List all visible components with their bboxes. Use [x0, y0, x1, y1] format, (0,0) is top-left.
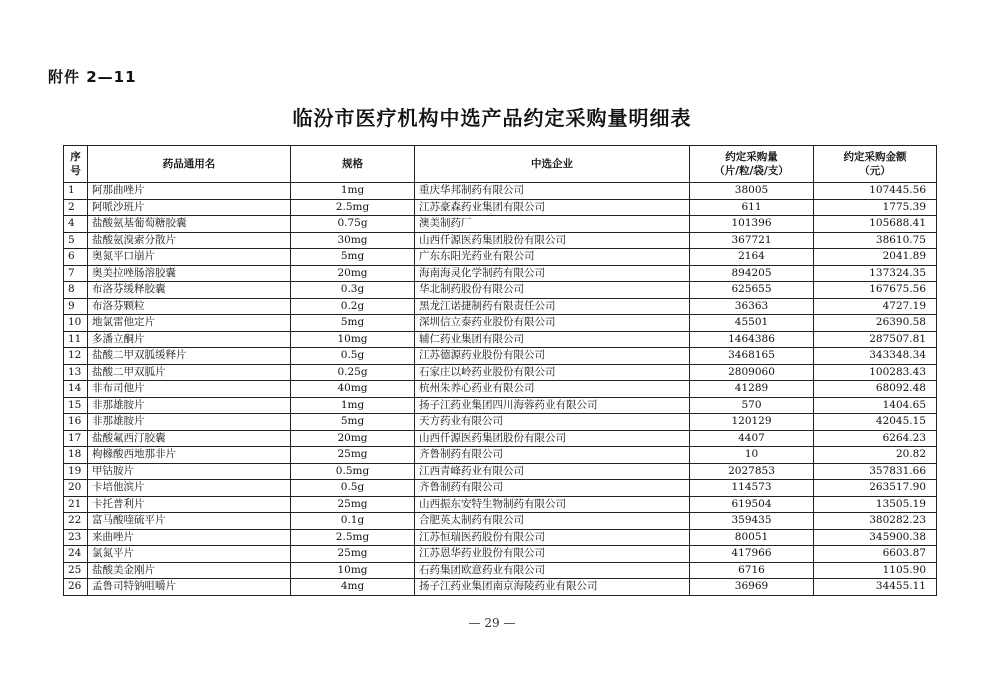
cell-amount: 263517.90	[814, 480, 937, 497]
cell-seq: 22	[64, 513, 88, 530]
header-spec: 规格	[291, 146, 415, 183]
table-row	[64, 315, 937, 332]
cell-seq: 19	[64, 463, 88, 480]
table-row	[64, 463, 937, 480]
cell-company: 江苏恩华药业股份有限公司	[415, 546, 690, 563]
table-row	[64, 249, 937, 266]
cell-quantity: 38005	[690, 183, 814, 200]
document-title: 临汾市医疗机构中选产品约定采购量明细表	[292, 106, 692, 130]
cell-drug-name: 富马酸喹硫平片	[88, 513, 291, 530]
cell-quantity: 101396	[690, 216, 814, 233]
cell-spec: 0.25g	[291, 364, 415, 381]
cell-seq: 6	[64, 249, 88, 266]
cell-amount: 167675.56	[814, 282, 937, 299]
cell-amount: 6264.23	[814, 430, 937, 447]
table-row	[64, 397, 937, 414]
cell-quantity: 1464386	[690, 331, 814, 348]
cell-quantity: 114573	[690, 480, 814, 497]
cell-company: 齐鲁制药有限公司	[415, 480, 690, 497]
cell-amount: 1105.90	[814, 562, 937, 579]
cell-quantity: 41289	[690, 381, 814, 398]
cell-quantity: 894205	[690, 265, 814, 282]
table-row	[64, 529, 937, 546]
cell-seq: 17	[64, 430, 88, 447]
cell-company: 天方药业有限公司	[415, 414, 690, 431]
cell-seq: 14	[64, 381, 88, 398]
cell-spec: 5mg	[291, 249, 415, 266]
cell-quantity: 120129	[690, 414, 814, 431]
cell-drug-name: 阿那曲唑片	[88, 183, 291, 200]
cell-spec: 20mg	[291, 265, 415, 282]
procurement-table	[63, 145, 937, 596]
table-row	[64, 562, 937, 579]
cell-quantity: 2164	[690, 249, 814, 266]
cell-spec: 10mg	[291, 562, 415, 579]
cell-spec: 25mg	[291, 447, 415, 464]
header-amount	[814, 146, 937, 183]
cell-company: 齐鲁制药有限公司	[415, 447, 690, 464]
cell-amount: 105688.41	[814, 216, 937, 233]
cell-company: 扬子江药业集团南京海陵药业有限公司	[415, 579, 690, 596]
cell-amount: 345900.38	[814, 529, 937, 546]
cell-seq: 11	[64, 331, 88, 348]
cell-drug-name: 多潘立酮片	[88, 331, 291, 348]
cell-drug-name: 阿哌沙班片	[88, 199, 291, 216]
cell-company: 广东东阳光药业有限公司	[415, 249, 690, 266]
cell-company: 山西振东安特生物制药有限公司	[415, 496, 690, 513]
cell-spec: 1mg	[291, 397, 415, 414]
table-row	[64, 579, 937, 596]
cell-quantity: 36969	[690, 579, 814, 596]
cell-quantity: 6716	[690, 562, 814, 579]
cell-amount: 20.82	[814, 447, 937, 464]
cell-quantity: 611	[690, 199, 814, 216]
cell-company: 澳美制药厂	[415, 216, 690, 233]
cell-quantity: 359435	[690, 513, 814, 530]
cell-drug-name: 非那雄胺片	[88, 414, 291, 431]
cell-amount: 380282.23	[814, 513, 937, 530]
table-row	[64, 183, 937, 200]
table-row	[64, 364, 937, 381]
cell-spec: 0.5mg	[291, 463, 415, 480]
cell-company: 辅仁药业集团有限公司	[415, 331, 690, 348]
cell-quantity: 619504	[690, 496, 814, 513]
table-row	[64, 381, 937, 398]
cell-spec: 10mg	[291, 331, 415, 348]
page-number: — 29 —	[468, 616, 516, 630]
cell-amount: 137324.35	[814, 265, 937, 282]
cell-company: 江苏恒瑞医药股份有限公司	[415, 529, 690, 546]
cell-spec: 30mg	[291, 232, 415, 249]
cell-seq: 7	[64, 265, 88, 282]
cell-spec: 25mg	[291, 496, 415, 513]
cell-company: 重庆华邦制药有限公司	[415, 183, 690, 200]
cell-seq: 8	[64, 282, 88, 299]
cell-company: 海南海灵化学制药有限公司	[415, 265, 690, 282]
cell-quantity: 625655	[690, 282, 814, 299]
cell-spec: 0.5g	[291, 348, 415, 365]
cell-company: 江西青峰药业有限公司	[415, 463, 690, 480]
cell-spec: 5mg	[291, 315, 415, 332]
cell-seq: 15	[64, 397, 88, 414]
cell-quantity: 570	[690, 397, 814, 414]
cell-drug-name: 地氯雷他定片	[88, 315, 291, 332]
cell-company: 深圳信立泰药业股份有限公司	[415, 315, 690, 332]
cell-seq: 18	[64, 447, 88, 464]
cell-drug-name: 卡培他滨片	[88, 480, 291, 497]
cell-seq: 4	[64, 216, 88, 233]
table-row	[64, 298, 937, 315]
cell-drug-name: 氯氮平片	[88, 546, 291, 563]
cell-quantity: 417966	[690, 546, 814, 563]
cell-drug-name: 孟鲁司特钠咀嚼片	[88, 579, 291, 596]
header-drug-name: 药品通用名	[88, 146, 291, 183]
cell-company: 杭州朱养心药业有限公司	[415, 381, 690, 398]
cell-amount: 6603.87	[814, 546, 937, 563]
table-row	[64, 265, 937, 282]
cell-spec: 2.5mg	[291, 529, 415, 546]
cell-spec: 1mg	[291, 183, 415, 200]
table-row	[64, 414, 937, 431]
cell-amount: 357831.66	[814, 463, 937, 480]
cell-amount: 68092.48	[814, 381, 937, 398]
cell-quantity: 36363	[690, 298, 814, 315]
cell-quantity: 10	[690, 447, 814, 464]
cell-spec: 0.75g	[291, 216, 415, 233]
cell-company: 山西仟源医药集团股份有限公司	[415, 232, 690, 249]
cell-spec: 0.1g	[291, 513, 415, 530]
table-row	[64, 496, 937, 513]
attachment-label: 附件 2—11	[48, 68, 137, 86]
cell-seq: 16	[64, 414, 88, 431]
cell-drug-name: 枸橼酸西地那非片	[88, 447, 291, 464]
cell-company: 华北制药股份有限公司	[415, 282, 690, 299]
cell-quantity: 80051	[690, 529, 814, 546]
table-row	[64, 348, 937, 365]
cell-drug-name: 盐酸氨溴索分散片	[88, 232, 291, 249]
cell-amount: 1775.39	[814, 199, 937, 216]
cell-seq: 24	[64, 546, 88, 563]
cell-seq: 26	[64, 579, 88, 596]
header-company: 中选企业	[415, 146, 690, 183]
cell-spec: 2.5mg	[291, 199, 415, 216]
cell-seq: 21	[64, 496, 88, 513]
cell-seq: 25	[64, 562, 88, 579]
header-amount-line2: （元）	[859, 165, 891, 177]
cell-seq: 2	[64, 199, 88, 216]
table-row	[64, 199, 937, 216]
table-row	[64, 232, 937, 249]
cell-seq: 12	[64, 348, 88, 365]
header-quantity-line2: （片/粒/袋/支）	[714, 165, 789, 177]
cell-drug-name: 非那雄胺片	[88, 397, 291, 414]
cell-drug-name: 盐酸美金刚片	[88, 562, 291, 579]
cell-amount: 1404.65	[814, 397, 937, 414]
header-amount-line1: 约定采购金额	[843, 151, 907, 163]
cell-drug-name: 甲钴胺片	[88, 463, 291, 480]
cell-drug-name: 来曲唑片	[88, 529, 291, 546]
cell-quantity: 367721	[690, 232, 814, 249]
cell-spec: 5mg	[291, 414, 415, 431]
table-row	[64, 447, 937, 464]
cell-amount: 42045.15	[814, 414, 937, 431]
header-seq: 序号	[64, 146, 88, 183]
cell-seq: 10	[64, 315, 88, 332]
cell-quantity: 2809060	[690, 364, 814, 381]
cell-spec: 4mg	[291, 579, 415, 596]
table-row	[64, 282, 937, 299]
cell-spec: 25mg	[291, 546, 415, 563]
cell-drug-name: 奥氮平口崩片	[88, 249, 291, 266]
cell-quantity: 2027853	[690, 463, 814, 480]
table-row	[64, 216, 937, 233]
cell-company: 黑龙江诺捷制药有限责任公司	[415, 298, 690, 315]
cell-company: 扬子江药业集团四川海蓉药业有限公司	[415, 397, 690, 414]
cell-spec: 0.5g	[291, 480, 415, 497]
cell-seq: 5	[64, 232, 88, 249]
cell-drug-name: 盐酸氟西汀胶囊	[88, 430, 291, 447]
cell-drug-name: 盐酸二甲双胍缓释片	[88, 348, 291, 365]
cell-amount: 26390.58	[814, 315, 937, 332]
cell-quantity: 3468165	[690, 348, 814, 365]
cell-amount: 13505.19	[814, 496, 937, 513]
cell-seq: 9	[64, 298, 88, 315]
table-row	[64, 430, 937, 447]
cell-drug-name: 奥美拉唑肠溶胶囊	[88, 265, 291, 282]
cell-drug-name: 盐酸氨基葡萄糖胶囊	[88, 216, 291, 233]
cell-company: 合肥英太制药有限公司	[415, 513, 690, 530]
cell-drug-name: 布洛芬颗粒	[88, 298, 291, 315]
cell-company: 江苏豪森药业集团有限公司	[415, 199, 690, 216]
cell-seq: 20	[64, 480, 88, 497]
cell-spec: 0.2g	[291, 298, 415, 315]
cell-drug-name: 非布司他片	[88, 381, 291, 398]
cell-spec: 40mg	[291, 381, 415, 398]
cell-quantity: 45501	[690, 315, 814, 332]
header-quantity-line1: 约定采购量	[725, 151, 778, 163]
table-row	[64, 513, 937, 530]
cell-amount: 2041.89	[814, 249, 937, 266]
cell-amount: 38610.75	[814, 232, 937, 249]
table-row	[64, 480, 937, 497]
table-header-row	[64, 146, 937, 183]
table-row	[64, 331, 937, 348]
table-row	[64, 546, 937, 563]
cell-amount: 287507.81	[814, 331, 937, 348]
cell-drug-name: 布洛芬缓释胶囊	[88, 282, 291, 299]
cell-company: 石药集团欧意药业有限公司	[415, 562, 690, 579]
header-quantity	[690, 146, 814, 183]
cell-amount: 100283.43	[814, 364, 937, 381]
cell-company: 江苏德源药业股份有限公司	[415, 348, 690, 365]
cell-amount: 343348.34	[814, 348, 937, 365]
cell-company: 山西仟源医药集团股份有限公司	[415, 430, 690, 447]
cell-amount: 107445.56	[814, 183, 937, 200]
cell-amount: 4727.19	[814, 298, 937, 315]
cell-drug-name: 盐酸二甲双胍片	[88, 364, 291, 381]
cell-seq: 1	[64, 183, 88, 200]
cell-amount: 34455.11	[814, 579, 937, 596]
cell-seq: 13	[64, 364, 88, 381]
cell-company: 石家庄以岭药业股份有限公司	[415, 364, 690, 381]
cell-seq: 23	[64, 529, 88, 546]
cell-quantity: 4407	[690, 430, 814, 447]
cell-drug-name: 卡托普利片	[88, 496, 291, 513]
cell-spec: 0.3g	[291, 282, 415, 299]
cell-spec: 20mg	[291, 430, 415, 447]
